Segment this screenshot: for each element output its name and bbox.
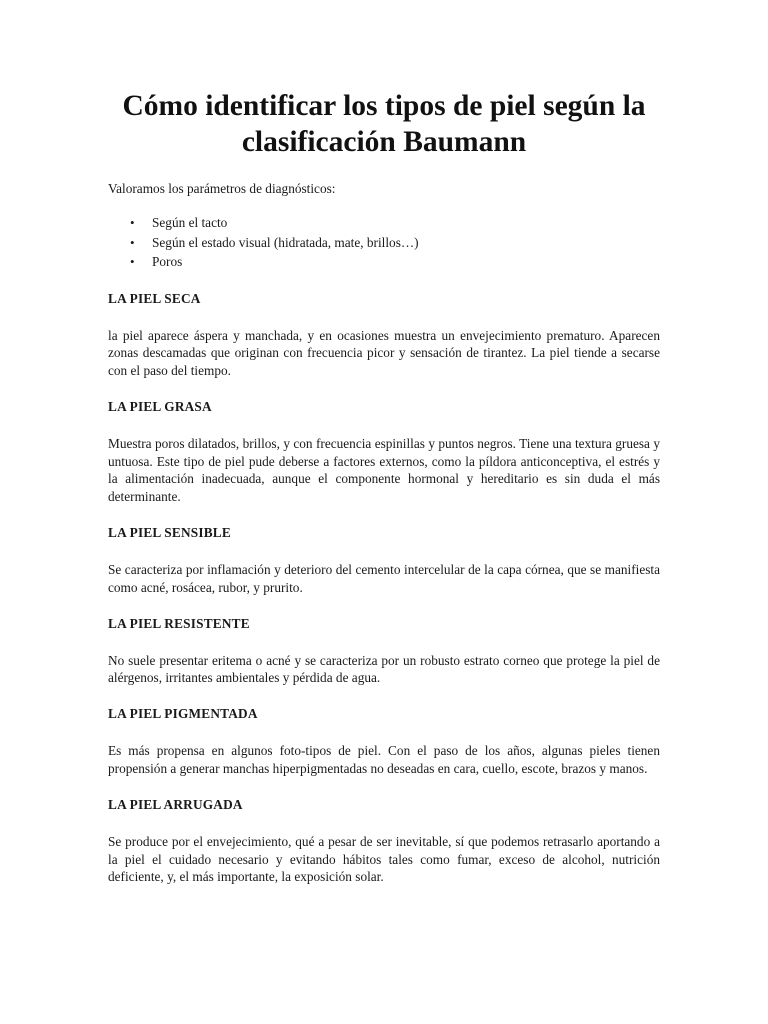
list-item-text: Según el tacto bbox=[152, 215, 228, 230]
diagnostic-parameters-list bbox=[108, 213, 660, 272]
section-paragraph: Muestra poros dilatados, brillos, y con frecuencia espinillas y puntos negros. Tiene una textura gruesa y untuosa. Este tipo de piel pude deberse a factores externos, como la píldora anticonceptiva, el estrés y la alimentación inadecuada, aunque el componente hormonal y hereditario es sin duda el más determinante. bbox=[108, 435, 660, 505]
list-item bbox=[108, 233, 660, 253]
section-heading: LA PIEL GRASA bbox=[108, 398, 212, 414]
section-paragraph: Se produce por el envejecimiento, qué a pesar de ser inevitable, sí que podemos retrasarlo aportando a la piel el cuidado necesario y evitando hábitos tales como fumar, exceso de alcohol, nutrición deficiente, y, el más importante, la exposición solar. bbox=[108, 833, 660, 885]
bullet-icon: • bbox=[130, 234, 135, 250]
section-piel-resistente bbox=[108, 615, 660, 688]
intro-text: Valoramos los parámetros de diagnósticos: bbox=[108, 181, 336, 196]
section-paragraph: Es más propensa en algunos foto-tipos de piel. Con el paso de los años, algunas pieles tienen propensión a generar manchas hiperpigmentadas no deseadas en cara, cuello, escote, brazos y manos. bbox=[108, 743, 660, 777]
bullet-icon: • bbox=[130, 215, 135, 230]
list-item bbox=[108, 213, 660, 233]
section-heading: LA PIEL ARRUGADA bbox=[108, 796, 243, 812]
section-paragraph: la piel aparece áspera y manchada, y en ocasiones muestra un envejecimiento prematuro. Aparecen zonas descamadas que originan con frecuencia picor y sensación de tirantez. La piel tiende a secarse con el paso del tiempo. bbox=[108, 327, 660, 379]
section-piel-arrugada bbox=[108, 796, 660, 886]
bullet-icon: • bbox=[130, 254, 135, 269]
section-piel-pigmentada bbox=[108, 705, 660, 778]
section-paragraph: No suele presentar eritema o acné y se caracteriza por un robusto estrato corneo que protege la piel de alérgenos, irritantes ambientales y pérdida de agua. bbox=[108, 652, 660, 686]
list-item-text: Según el estado visual (hidratada, mate, brillos…) bbox=[152, 234, 419, 250]
section-piel-grasa bbox=[108, 398, 660, 506]
section-heading: LA PIEL SENSIBLE bbox=[108, 525, 231, 541]
document-page bbox=[108, 88, 660, 886]
section-heading: LA PIEL SECA bbox=[108, 290, 201, 306]
section-heading: LA PIEL RESISTENTE bbox=[108, 615, 250, 631]
list-item bbox=[108, 252, 660, 272]
page-title: Cómo identificar los tipos de piel según la clasificación Baumann bbox=[122, 90, 646, 158]
list-item-text: Poros bbox=[152, 254, 183, 269]
section-heading: LA PIEL PIGMENTADA bbox=[108, 706, 258, 722]
section-piel-seca bbox=[108, 290, 660, 380]
section-piel-sensible bbox=[108, 524, 660, 597]
section-paragraph: Se caracteriza por inflamación y deterioro del cemento intercelular de la capa córnea, que se manifiesta como acné, rosácea, rubor, y prurito. bbox=[108, 562, 660, 595]
